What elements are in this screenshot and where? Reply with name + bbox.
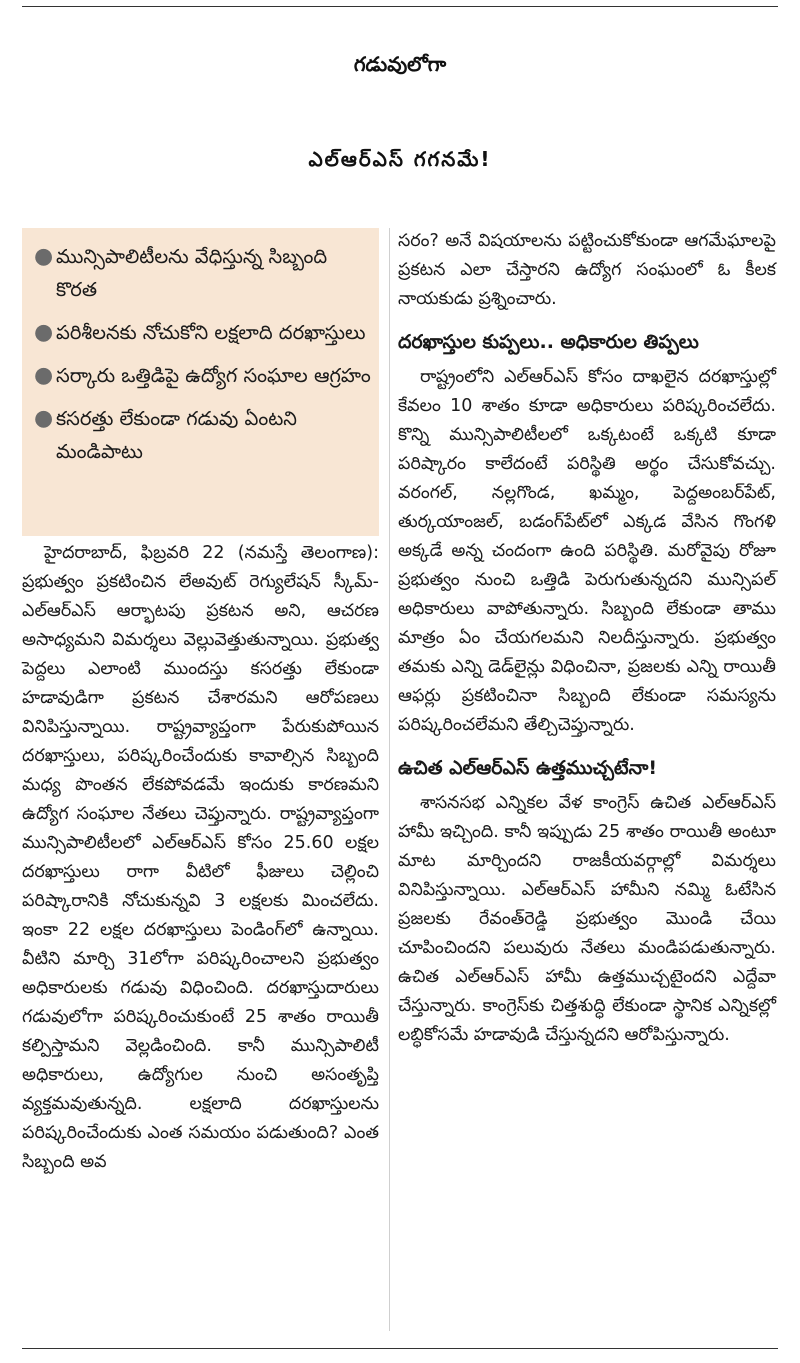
highlight-text: సర్కారు ఒత్తిడిపై ఉద్యోగ సంఘాల ఆగ్రహం (56, 364, 371, 387)
column-divider (389, 228, 390, 1331)
highlight-item (34, 359, 371, 392)
highlight-item (34, 240, 371, 306)
bullet-icon: ● (34, 244, 54, 269)
highlight-text: మున్సిపాలిటీలను వేధిస్తున్న సిబ్బంది కొరత (56, 245, 328, 301)
bottom-rule (22, 1348, 778, 1349)
body-paragraph: శాసనసభ ఎన్నికల వేళ కాంగ్రెస్‌ ఉచిత ఎల్‌ఆర్‌ఎస్‌ హామీ ఇచ్చింది. కానీ ఇప్పుడు 25 శాతం రాయితీ అంటూ మాట మార్చిందని రాజకీయవర్గాల్లో విమర్శలు వినిపిస్తున్నాయి. ఎల్‌ఆర్‌ఎస్‌ హామీని నమ్మి ఓటేసిన ప్రజలకు రేవంత్‌రెడ్డి ప్రభుత్వం మొండి చేయి చూపించిందని పలువురు నేతలు మండిపడుతున్నారు. ఉచిత ఎల్‌ఆర్‌ఎస్‌ హామీ ఉత్తముచ్చటైందని ఎద్దేవా చేస్తున్నారు. కాంగ్రెస్‌కు చిత్తశుద్ధి లేకుండా స్థానిక ఎన్నికల్లో లబ్ధికోసమే హడావుడి చేస్తున్నదని ఆరోపిస్తున్నారు. (398, 793, 776, 1045)
bullet-icon: ● (34, 363, 54, 388)
left-column (22, 539, 379, 1177)
top-rule (22, 6, 778, 7)
subheading: దరఖాస్తుల కుప్పలు.. అధికారుల తిప్పలు (398, 331, 699, 353)
bullet-icon: ● (34, 320, 54, 345)
body-paragraph-continued: సరం? అనే విషయాలను పట్టించుకోకుండా ఆగమేఘాలపై ప్రకటన ఎలా చేస్తారని ఉద్యోగ సంఘంలో ఓ కీలక నాయకుడు ప్రశ్నించారు. (398, 231, 776, 309)
highlight-text: కసరత్తు లేకుండా గడువు ఏంటని మండిపాటు (56, 407, 297, 463)
bullet-icon: ● (34, 406, 54, 431)
highlight-item (34, 316, 371, 349)
highlight-item (34, 402, 371, 468)
highlight-text: పరిశీలనకు నోచుకోని లక్షలాది దరఖాస్తులు (56, 321, 366, 344)
subheading: ఉచిత ఎల్‌ఆర్‌ఎస్‌ ఉత్తముచ్చటేనా! (398, 757, 657, 779)
body-paragraph: హైదరాబాద్‌, ఫిబ్రవరి 22 (నమస్తే తెలంగాణ): ప్రభుత్వం ప్రకటించిన లేఅవుట్‌ రెగ్యులేషన్‌ స్కీమ్‌-ఎల్‌ఆర్‌ఎస్‌ ఆర్భాటపు ప్రకటన అని, ఆచరణ అసాధ్యమని విమర్శలు వెల్లువెత్తుతున్నాయి. ప్రభుత్వ పెద్దలు ఎలాంటి ముందస్తు కసరత్తు లేకుండా హడావుడిగా ప్రకటన చేశారమని ఆరోపణలు వినిపిస్తున్నాయి. రాష్ట్రవ్యాప్తంగా పేరుకుపోయిన దరఖాస్తులు, పరిష్కరించేందుకు కావాల్సిన సిబ్బంది మధ్య పొంతన లేకపోవడమే ఇందుకు కారణమని ఉద్యోగ సంఘాల నేతలు చెప్తున్నారు. రాష్ట్రవ్యాప్తంగా మున్సిపాలిటీలలో ఎల్‌ఆర్‌ఎస్‌ కోసం 25.60 లక్షల దరఖాస్తులు రాగా వీటిలో ఫీజులు చెల్లించి పరిష్కారానికి నోచుకున్నవి 3 లక్షలకు మించలేదు. ఇంకా 22 లక్షల దరఖాస్తులు పెండింగ్‌లో ఉన్నాయి. వీటిని మార్చి 31లోగా పరిష్కరించాలని ప్రభుత్వం అధికారులకు గడువు విధించింది. దరఖాస్తుదారులు గడువులోగా పరిష్కరించుకుంటే 25 శాతం రాయితీ కల్పిస్తామని వెల్లడించింది. కానీ మున్సిపాలిటీ అధికారులు, ఉద్యోగుల నుంచి అసంతృప్తి వ్యక్తమవుతున్నది. లక్షలాది దరఖాస్తులను పరిష్కరించేందుకు ఎంత సమయం పడుతుంది? ఎంత సిబ్బంది అవ (22, 543, 379, 1172)
right-column (398, 227, 776, 1050)
headline-kicker: గడువులోగా (353, 52, 447, 76)
body-paragraph: రాష్ట్రంలోని ఎల్‌ఆర్‌ఎస్‌ కోసం దాఖలైన దరఖాస్తుల్లో కేవలం 10 శాతం కూడా అధికారులు పరిష్కరించలేదు. కొన్ని మున్సిపాలిటీలలో ఒక్కటంటే ఒక్కటి కూడా పరిష్కారం కాలేదంటే పరిస్థితి అర్థం చేసుకోవచ్చు. వరంగల్‌, నల్లగొండ, ఖమ్మం, పెద్దఅంబర్‌పేట్‌, తుర్కయాంజల్‌, బడంగ్‌పేట్‌లో ఎక్కడ వేసిన గొంగళి అక్కడే అన్న చందంగా ఉంది పరిస్థితి. మరోవైపు రోజూ ప్రభుత్వం నుంచి ఒత్తిడి పెరుగుతున్నదని మున్సిపల్‌ అధికారులు వాపోతున్నారు. సిబ్బంది లేకుండా తాము మాత్రం ఏం చేయగలమని నిలదీస్తున్నారు. ప్రభుత్వం తమకు ఎన్ని డెడ్‌లైన్లు విధించినా, ప్రజలకు ఎన్ని రాయితీ ఆఫర్లు ప్రకటించినా సిబ్బంది లేకుండా సమస్యను పరిష్కరించలేమని తేల్చిచెప్తున్నారు. (398, 367, 776, 735)
headline-main: ఎల్‌ఆర్‌ఎస్‌ గగనమే! (308, 147, 492, 171)
highlights-box (22, 228, 379, 536)
